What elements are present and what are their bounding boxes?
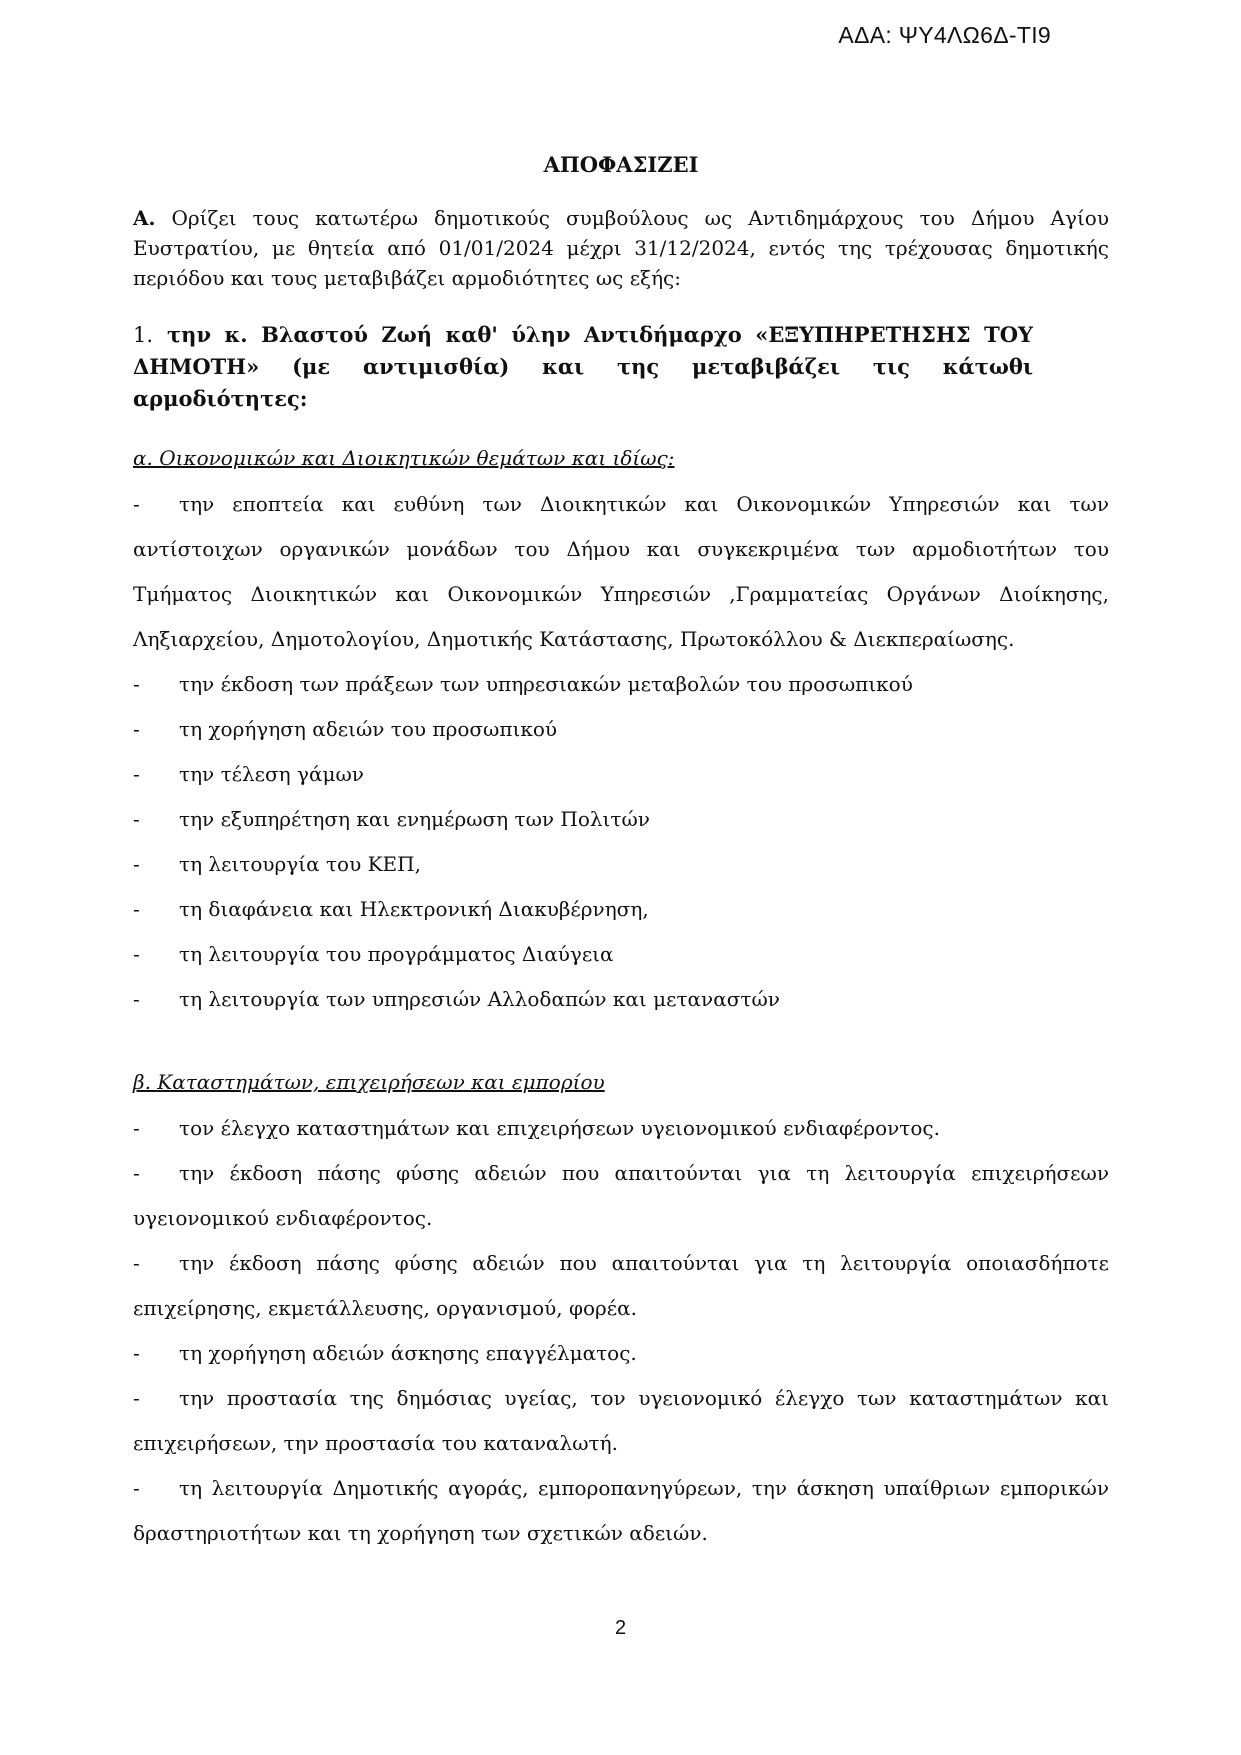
ada-identifier: ΑΔΑ: ΨΥ4ΛΩ6Δ-ΤΙ9 [838, 22, 1051, 48]
bullet-dash: - [133, 717, 140, 741]
list-item-text: τη λειτουργία των υπηρεσιών Αλλοδαπών και μεταναστών [179, 987, 780, 1011]
list-item-text: την τέλεση γάμων [179, 762, 364, 786]
list-item [133, 1376, 1109, 1466]
list-item-text: τον έλεγχο καταστημάτων και επιχειρήσεων υγειονομικού ενδιαφέροντος. [179, 1116, 940, 1140]
list-item [133, 752, 1109, 797]
bullet-dash: - [133, 1341, 140, 1365]
list-item [133, 932, 1109, 977]
list-item [133, 1241, 1109, 1331]
section-beta-list [133, 1106, 1109, 1556]
list-item-text: την προστασία της δημόσιας υγείας, τον υγειονομικό έλεγχο των καταστημάτων και επιχειρήσεων, την προστασία του καταναλωτή. [133, 1386, 1109, 1455]
list-item-text: τη χορήγηση αδειών άσκησης επαγγέλματος. [179, 1341, 637, 1365]
list-item-text: την έκδοση των πράξεων των υπηρεσιακών μεταβολών του προσωπικού [179, 672, 913, 696]
bullet-dash: - [133, 492, 140, 516]
decision-title: ΑΠΟΦΑΣΙΖΕΙ [543, 152, 699, 177]
list-item-text: τη διαφάνεια και Ηλεκτρονική Διακυβέρνηση, [179, 897, 649, 921]
item-1-text: την κ. Βλαστού Ζωή καθ' ύλην Αντιδήμαρχο «ΕΞΥΠΗΡΕΤΗΣΗΣ ΤΟΥ ΔΗΜΟΤΗ» (με αντιμισθία) και της μεταβιβάζει τις κάτωθι αρμοδιότητες: [133, 322, 1033, 411]
list-item [133, 1466, 1109, 1556]
paragraph-a-label: Α. [133, 206, 156, 230]
list-item-text: τη χορήγηση αδειών του προσωπικού [179, 717, 558, 741]
list-item-text: την εποπτεία και ευθύνη των Διοικητικών και Οικονομικών Υπηρεσιών και των αντίστοιχων οργανικών μονάδων του Δήμου και συγκεκριμένα των αρμοδιοτήτων του Τμήματος Διοικητικών και Οικονομικών Υπηρεσιών ,Γραμματείας Οργάνων Διοίκησης, Ληξιαρχείου, Δημοτολογίου, Δημοτικής Κατάστασης, Πρωτοκόλλου & Διεκπεραίωσης. [133, 492, 1109, 651]
item-1-number: 1. [133, 323, 154, 347]
list-item-text: την έκδοση πάσης φύσης αδειών που απαιτούνται για τη λειτουργία οποιασδήποτε επιχείρησης, εκμετάλλευσης, οργανισμού, φορέα. [133, 1251, 1109, 1320]
list-item [133, 707, 1109, 752]
list-item [133, 797, 1109, 842]
list-item [133, 1106, 1109, 1151]
bullet-dash: - [133, 852, 140, 876]
list-item [133, 842, 1109, 887]
bullet-dash: - [133, 762, 140, 786]
bullet-dash: - [133, 987, 140, 1011]
list-item [133, 482, 1109, 662]
list-item [133, 887, 1109, 932]
bullet-dash: - [133, 1161, 140, 1185]
bullet-dash: - [133, 672, 140, 696]
list-item-text: τη λειτουργία του ΚΕΠ, [179, 852, 421, 876]
paragraph-a-text: Ορίζει τους κατωτέρω δημοτικούς συμβούλους ως Αντιδημάρχους του Δήμου Αγίου Ευστρατίου, με θητεία από 01/01/2024 μέχρι 31/12/2024, εντός της τρέχουσας δημοτικής περιόδου και τους μεταβιβάζει αρμοδιότητες ως εξής: [133, 206, 1109, 290]
bullet-dash: - [133, 942, 140, 966]
section-alpha-heading: α. Οικονομικών και Διοικητικών θεμάτων και ιδίως: [133, 446, 675, 470]
list-item [133, 662, 1109, 707]
list-item-text: την εξυπηρέτηση και ενημέρωση των Πολιτών [179, 807, 650, 831]
bullet-dash: - [133, 1251, 140, 1275]
paragraph-a [133, 203, 1109, 293]
page-number: 2 [614, 1617, 627, 1639]
list-item [133, 1151, 1109, 1241]
bullet-dash: - [133, 1476, 140, 1500]
section-beta-heading: β. Καταστημάτων, επιχειρήσεων και εμπορίου [133, 1070, 605, 1094]
bullet-dash: - [133, 1386, 140, 1410]
list-item [133, 1331, 1109, 1376]
item-1 [133, 319, 1033, 415]
list-item-text: τη λειτουργία Δημοτικής αγοράς, εμποροπανηγύρεων, την άσκηση υπαίθριων εμπορικών δραστηριοτήτων και τη χορήγηση των σχετικών αδειών. [133, 1476, 1109, 1545]
list-item-text: την έκδοση πάσης φύσης αδειών που απαιτούνται για τη λειτουργία επιχειρήσεων υγειονομικού ενδιαφέροντος. [133, 1161, 1109, 1230]
bullet-dash: - [133, 897, 140, 921]
list-item-text: τη λειτουργία του προγράμματος Διαύγεια [179, 942, 614, 966]
section-alpha-list [133, 482, 1109, 1022]
document-body [133, 150, 1109, 1556]
bullet-dash: - [133, 1116, 140, 1140]
list-item [133, 977, 1109, 1022]
bullet-dash: - [133, 807, 140, 831]
